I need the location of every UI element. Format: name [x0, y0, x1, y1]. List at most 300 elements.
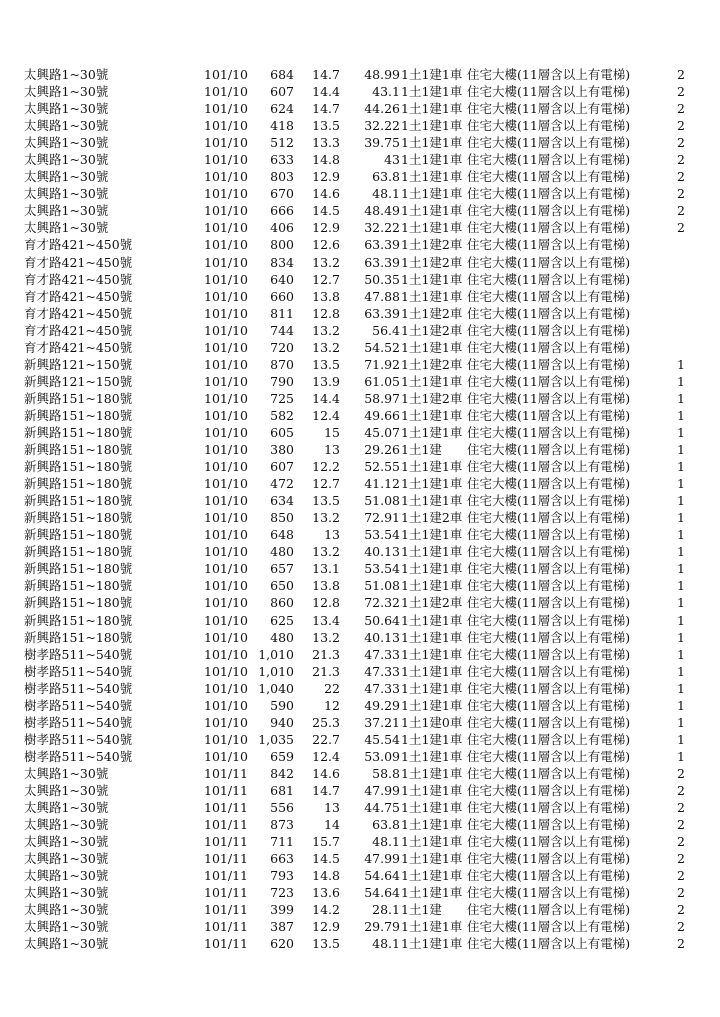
- price-cell: 650: [270, 578, 294, 594]
- road-cell: 樹孝路511~540號: [24, 714, 133, 730]
- date-cell: 101/10: [204, 629, 248, 645]
- date-cell: 101/10: [204, 237, 248, 253]
- road-cell: 新興路151~180號: [24, 595, 133, 611]
- area-cell: 45.54: [364, 731, 400, 747]
- area-cell: 58.8: [372, 765, 400, 781]
- road-cell: 樹孝路511~540號: [24, 748, 133, 764]
- floor-cell: 1: [677, 442, 685, 458]
- unit-price-cell: 13.2: [312, 339, 340, 355]
- price-cell: 744: [270, 322, 294, 338]
- price-cell: 850: [270, 510, 294, 526]
- date-cell: 101/10: [204, 152, 248, 168]
- table-row: [0, 697, 720, 714]
- unit-price-cell: 13: [324, 442, 340, 458]
- area-cell: 43: [384, 152, 400, 168]
- building-type-cell: 住宅大樓(11層含以上有電梯): [467, 169, 631, 185]
- area-cell: 48.49: [364, 203, 400, 219]
- table-row: [0, 714, 720, 731]
- area-cell: 56.4: [372, 322, 400, 338]
- table-row: [0, 458, 720, 475]
- area-cell: 53.54: [364, 527, 400, 543]
- floor-cell: 1: [677, 578, 685, 594]
- price-cell: 800: [270, 237, 294, 253]
- price-cell: 472: [270, 476, 294, 492]
- table-row: [0, 202, 720, 219]
- area-cell: 48.1: [372, 834, 400, 850]
- price-cell: 842: [270, 765, 294, 781]
- building-type-cell: 住宅大樓(11層含以上有電梯): [467, 424, 631, 440]
- building-type-cell: 住宅大樓(11層含以上有電梯): [467, 510, 631, 526]
- units-cell: 1土1建2車: [401, 237, 463, 253]
- units-cell: 1土1建1車: [401, 544, 463, 560]
- road-cell: 新興路151~180號: [24, 407, 133, 423]
- floor-cell: 1: [677, 459, 685, 475]
- area-cell: 48.1: [372, 936, 400, 952]
- price-cell: 605: [270, 424, 294, 440]
- building-type-cell: 住宅大樓(11層含以上有電梯): [467, 67, 631, 82]
- floor-cell: 1: [677, 356, 685, 372]
- units-cell: 1土1建: [401, 442, 442, 458]
- area-cell: 63.39: [364, 254, 400, 270]
- units-cell: 1土1建1車: [401, 373, 463, 389]
- building-type-cell: 住宅大樓(11層含以上有電梯): [467, 254, 631, 270]
- building-type-cell: 住宅大樓(11層含以上有電梯): [467, 442, 631, 458]
- building-type-cell: 住宅大樓(11層含以上有電梯): [467, 459, 631, 475]
- price-cell: 860: [270, 595, 294, 611]
- units-cell: 1土1建1車: [401, 561, 463, 577]
- price-cell: 811: [270, 305, 294, 321]
- road-cell: 新興路151~180號: [24, 544, 133, 560]
- area-cell: 51.08: [364, 578, 400, 594]
- area-cell: 47.99: [364, 782, 400, 798]
- building-type-cell: 住宅大樓(11層含以上有電梯): [467, 578, 631, 594]
- road-cell: 新興路121~150號: [24, 373, 133, 389]
- price-cell: 418: [270, 118, 294, 134]
- date-cell: 101/10: [204, 612, 248, 628]
- unit-price-cell: 15.7: [312, 834, 340, 850]
- date-cell: 101/10: [204, 84, 248, 100]
- area-cell: 45.07: [364, 424, 400, 440]
- units-cell: 1土1建1車: [401, 817, 463, 833]
- floor-cell: 2: [677, 919, 685, 935]
- unit-price-cell: 13.1: [312, 561, 340, 577]
- area-cell: 29.26: [364, 442, 400, 458]
- date-cell: 101/11: [204, 782, 248, 798]
- road-cell: 新興路151~180號: [24, 442, 133, 458]
- area-cell: 63.39: [364, 305, 400, 321]
- road-cell: 新興路121~150號: [24, 356, 133, 372]
- table-row: [0, 373, 720, 390]
- area-cell: 43.1: [372, 84, 400, 100]
- date-cell: 101/10: [204, 254, 248, 270]
- unit-price-cell: 12.9: [312, 919, 340, 935]
- table-row: [0, 151, 720, 168]
- price-cell: 720: [270, 339, 294, 355]
- floor-cell: 2: [677, 868, 685, 884]
- area-cell: 47.99: [364, 851, 400, 867]
- units-cell: 1土1建1車: [401, 118, 463, 134]
- area-cell: 44.26: [364, 101, 400, 117]
- unit-price-cell: 12.2: [312, 459, 340, 475]
- floor-cell: 2: [677, 834, 685, 850]
- units-cell: 1土1建1車: [401, 612, 463, 628]
- price-cell: 607: [270, 459, 294, 475]
- area-cell: 71.92: [364, 356, 400, 372]
- unit-price-cell: 13: [324, 527, 340, 543]
- floor-cell: 2: [677, 152, 685, 168]
- price-cell: 399: [270, 902, 294, 918]
- road-cell: 太興路1~30號: [24, 936, 109, 952]
- unit-price-cell: 13.5: [312, 118, 340, 134]
- road-cell: 太興路1~30號: [24, 169, 109, 185]
- table-row: [0, 918, 720, 935]
- road-cell: 新興路151~180號: [24, 612, 133, 628]
- date-cell: 101/10: [204, 561, 248, 577]
- area-cell: 32.22: [364, 118, 400, 134]
- road-cell: 太興路1~30號: [24, 834, 109, 850]
- road-cell: 太興路1~30號: [24, 868, 109, 884]
- date-cell: 101/11: [204, 868, 248, 884]
- price-cell: 873: [270, 817, 294, 833]
- road-cell: 太興路1~30號: [24, 782, 109, 798]
- units-cell: 1土1建1車: [401, 135, 463, 151]
- unit-price-cell: 12.9: [312, 220, 340, 236]
- units-cell: 1土1建1車: [401, 407, 463, 423]
- units-cell: 1土1建2車: [401, 390, 463, 406]
- building-type-cell: 住宅大樓(11層含以上有電梯): [467, 731, 631, 747]
- floor-cell: 2: [677, 851, 685, 867]
- price-cell: 1,010: [258, 663, 294, 679]
- date-cell: 101/10: [204, 578, 248, 594]
- units-cell: 1土1建1車: [401, 459, 463, 475]
- table-row: [0, 646, 720, 663]
- date-cell: 101/11: [204, 902, 248, 918]
- price-cell: 624: [270, 101, 294, 117]
- unit-price-cell: 13.2: [312, 629, 340, 645]
- table-row: [0, 884, 720, 901]
- date-cell: 101/10: [204, 305, 248, 321]
- floor-cell: 1: [677, 629, 685, 645]
- table-row: [0, 782, 720, 799]
- building-type-cell: 住宅大樓(11層含以上有電梯): [467, 851, 631, 867]
- road-cell: 太興路1~30號: [24, 919, 109, 935]
- unit-price-cell: 12.9: [312, 169, 340, 185]
- unit-price-cell: 14.8: [312, 152, 340, 168]
- floor-cell: 2: [677, 817, 685, 833]
- date-cell: 101/10: [204, 356, 248, 372]
- units-cell: 1土1建1車: [401, 101, 463, 117]
- unit-price-cell: 14.4: [312, 390, 340, 406]
- date-cell: 101/10: [204, 407, 248, 423]
- date-cell: 101/10: [204, 748, 248, 764]
- units-cell: 1土1建1車: [401, 936, 463, 952]
- building-type-cell: 住宅大樓(11層含以上有電梯): [467, 612, 631, 628]
- floor-cell: 1: [677, 407, 685, 423]
- road-cell: 太興路1~30號: [24, 186, 109, 202]
- price-cell: 660: [270, 288, 294, 304]
- price-cell: 1,010: [258, 646, 294, 662]
- road-cell: 太興路1~30號: [24, 67, 109, 82]
- building-type-cell: 住宅大樓(11層含以上有電梯): [467, 680, 631, 696]
- area-cell: 48.1: [372, 186, 400, 202]
- unit-price-cell: 13.9: [312, 373, 340, 389]
- road-cell: 新興路151~180號: [24, 459, 133, 475]
- road-cell: 樹孝路511~540號: [24, 646, 133, 662]
- unit-price-cell: 14.4: [312, 84, 340, 100]
- table-row: [0, 680, 720, 697]
- unit-price-cell: 13.5: [312, 936, 340, 952]
- area-cell: 47.33: [364, 663, 400, 679]
- price-cell: 725: [270, 390, 294, 406]
- table-row: [0, 134, 720, 151]
- table-row: [0, 117, 720, 134]
- road-cell: 太興路1~30號: [24, 800, 109, 816]
- price-cell: 834: [270, 254, 294, 270]
- table-row: [0, 441, 720, 458]
- price-cell: 1,035: [258, 731, 294, 747]
- floor-cell: 1: [677, 373, 685, 389]
- date-cell: 101/11: [204, 834, 248, 850]
- price-cell: 681: [270, 782, 294, 798]
- unit-price-cell: 13.4: [312, 612, 340, 628]
- date-cell: 101/10: [204, 731, 248, 747]
- building-type-cell: 住宅大樓(11層含以上有電梯): [467, 800, 631, 816]
- building-type-cell: 住宅大樓(11層含以上有電梯): [467, 748, 631, 764]
- area-cell: 63.8: [372, 169, 400, 185]
- area-cell: 41.12: [364, 476, 400, 492]
- date-cell: 101/10: [204, 203, 248, 219]
- floor-cell: 2: [677, 169, 685, 185]
- units-cell: 1土1建2車: [401, 322, 463, 338]
- road-cell: 樹孝路511~540號: [24, 663, 133, 679]
- date-cell: 101/10: [204, 118, 248, 134]
- table-row: [0, 543, 720, 560]
- building-type-cell: 住宅大樓(11層含以上有電梯): [467, 322, 631, 338]
- units-cell: 1土1建1車: [401, 646, 463, 662]
- table-row: [0, 526, 720, 543]
- date-cell: 101/11: [204, 817, 248, 833]
- floor-cell: 2: [677, 936, 685, 952]
- building-type-cell: 住宅大樓(11層含以上有電梯): [467, 646, 631, 662]
- area-cell: 44.75: [364, 800, 400, 816]
- units-cell: 1土1建1車: [401, 578, 463, 594]
- area-cell: 28.1: [372, 902, 400, 918]
- building-type-cell: 住宅大樓(11層含以上有電梯): [467, 271, 631, 287]
- date-cell: 101/10: [204, 339, 248, 355]
- road-cell: 太興路1~30號: [24, 101, 109, 117]
- building-type-cell: 住宅大樓(11層含以上有電梯): [467, 390, 631, 406]
- date-cell: 101/10: [204, 390, 248, 406]
- area-cell: 47.88: [364, 288, 400, 304]
- building-type-cell: 住宅大樓(11層含以上有電梯): [467, 919, 631, 935]
- area-cell: 51.08: [364, 493, 400, 509]
- price-cell: 711: [270, 834, 294, 850]
- building-type-cell: 住宅大樓(11層含以上有電梯): [467, 101, 631, 117]
- table-row: [0, 407, 720, 424]
- price-cell: 380: [270, 442, 294, 458]
- road-cell: 太興路1~30號: [24, 885, 109, 901]
- date-cell: 101/10: [204, 646, 248, 662]
- road-cell: 新興路151~180號: [24, 578, 133, 594]
- floor-cell: 1: [677, 561, 685, 577]
- building-type-cell: 住宅大樓(11層含以上有電梯): [467, 782, 631, 798]
- floor-cell: 1: [677, 493, 685, 509]
- area-cell: 61.05: [364, 373, 400, 389]
- price-cell: 803: [270, 169, 294, 185]
- units-cell: 1土1建: [401, 902, 442, 918]
- building-type-cell: 住宅大樓(11層含以上有電梯): [467, 407, 631, 423]
- date-cell: 101/10: [204, 135, 248, 151]
- road-cell: 太興路1~30號: [24, 118, 109, 134]
- building-type-cell: 住宅大樓(11層含以上有電梯): [467, 237, 631, 253]
- units-cell: 1土1建1車: [401, 748, 463, 764]
- date-cell: 101/11: [204, 919, 248, 935]
- date-cell: 101/11: [204, 765, 248, 781]
- road-cell: 育才路421~450號: [24, 339, 133, 355]
- price-cell: 406: [270, 220, 294, 236]
- units-cell: 1土1建1車: [401, 84, 463, 100]
- building-type-cell: 住宅大樓(11層含以上有電梯): [467, 203, 631, 219]
- units-cell: 1土1建1車: [401, 885, 463, 901]
- unit-price-cell: 14.7: [312, 101, 340, 117]
- road-cell: 太興路1~30號: [24, 84, 109, 100]
- units-cell: 1土1建1車: [401, 697, 463, 713]
- floor-cell: 1: [677, 663, 685, 679]
- price-cell: 387: [270, 919, 294, 935]
- table-row: [0, 867, 720, 884]
- area-cell: 63.39: [364, 237, 400, 253]
- floor-cell: 1: [677, 697, 685, 713]
- building-type-cell: 住宅大樓(11層含以上有電梯): [467, 714, 631, 730]
- floor-cell: 2: [677, 765, 685, 781]
- units-cell: 1土1建1車: [401, 782, 463, 798]
- units-cell: 1土1建1車: [401, 731, 463, 747]
- floor-cell: 2: [677, 135, 685, 151]
- date-cell: 101/10: [204, 271, 248, 287]
- building-type-cell: 住宅大樓(11層含以上有電梯): [467, 561, 631, 577]
- table-row: [0, 901, 720, 918]
- area-cell: 50.35: [364, 271, 400, 287]
- floor-cell: 1: [677, 544, 685, 560]
- price-cell: 666: [270, 203, 294, 219]
- area-cell: 54.64: [364, 868, 400, 884]
- date-cell: 101/10: [204, 527, 248, 543]
- unit-price-cell: 13.2: [312, 254, 340, 270]
- table-row: [0, 935, 720, 952]
- price-cell: 684: [270, 67, 294, 82]
- table-row: [0, 339, 720, 356]
- building-type-cell: 住宅大樓(11層含以上有電梯): [467, 220, 631, 236]
- area-cell: 52.55: [364, 459, 400, 475]
- units-cell: 1土1建1車: [401, 339, 463, 355]
- floor-cell: 2: [677, 101, 685, 117]
- units-cell: 1土1建1車: [401, 493, 463, 509]
- road-cell: 新興路151~180號: [24, 561, 133, 577]
- price-cell: 480: [270, 544, 294, 560]
- area-cell: 58.97: [364, 390, 400, 406]
- table-row: [0, 322, 720, 339]
- building-type-cell: 住宅大樓(11層含以上有電梯): [467, 476, 631, 492]
- table-row: [0, 219, 720, 236]
- unit-price-cell: 13.5: [312, 493, 340, 509]
- table-row: [0, 629, 720, 646]
- units-cell: 1土1建0車: [401, 714, 463, 730]
- unit-price-cell: 25.3: [312, 714, 340, 730]
- road-cell: 太興路1~30號: [24, 902, 109, 918]
- area-cell: 32.22: [364, 220, 400, 236]
- table-row: [0, 390, 720, 407]
- building-type-cell: 住宅大樓(11層含以上有電梯): [467, 493, 631, 509]
- road-cell: 樹孝路511~540號: [24, 697, 133, 713]
- area-cell: 54.52: [364, 339, 400, 355]
- units-cell: 1土1建1車: [401, 527, 463, 543]
- building-type-cell: 住宅大樓(11層含以上有電梯): [467, 629, 631, 645]
- unit-price-cell: 13: [324, 800, 340, 816]
- table-row: [0, 271, 720, 288]
- units-cell: 1土1建1車: [401, 67, 463, 82]
- unit-price-cell: 13.2: [312, 510, 340, 526]
- building-type-cell: 住宅大樓(11層含以上有電梯): [467, 288, 631, 304]
- date-cell: 101/10: [204, 476, 248, 492]
- road-cell: 育才路421~450號: [24, 254, 133, 270]
- date-cell: 101/10: [204, 680, 248, 696]
- floor-cell: 1: [677, 748, 685, 764]
- price-cell: 625: [270, 612, 294, 628]
- unit-price-cell: 22: [324, 680, 340, 696]
- price-cell: 1,040: [258, 680, 294, 696]
- table-row: [0, 254, 720, 271]
- area-cell: 49.66: [364, 407, 400, 423]
- road-cell: 育才路421~450號: [24, 322, 133, 338]
- price-cell: 590: [270, 697, 294, 713]
- table-row: [0, 236, 720, 253]
- units-cell: 1土1建1車: [401, 680, 463, 696]
- units-cell: 1土1建1車: [401, 629, 463, 645]
- table-row: [0, 168, 720, 185]
- date-cell: 101/10: [204, 697, 248, 713]
- building-type-cell: 住宅大樓(11層含以上有電梯): [467, 834, 631, 850]
- road-cell: 太興路1~30號: [24, 851, 109, 867]
- table-row: [0, 663, 720, 680]
- units-cell: 1土1建1車: [401, 765, 463, 781]
- table-row: [0, 850, 720, 867]
- area-cell: 72.32: [364, 595, 400, 611]
- price-cell: 556: [270, 800, 294, 816]
- area-cell: 39.75: [364, 135, 400, 151]
- floor-cell: 2: [677, 220, 685, 236]
- unit-price-cell: 12: [324, 697, 340, 713]
- unit-price-cell: 14.6: [312, 765, 340, 781]
- units-cell: 1土1建1車: [401, 868, 463, 884]
- date-cell: 101/10: [204, 510, 248, 526]
- table-row: [0, 83, 720, 100]
- building-type-cell: 住宅大樓(11層含以上有電梯): [467, 765, 631, 781]
- road-cell: 育才路421~450號: [24, 288, 133, 304]
- road-cell: 新興路151~180號: [24, 629, 133, 645]
- date-cell: 101/10: [204, 493, 248, 509]
- road-cell: 新興路151~180號: [24, 493, 133, 509]
- price-cell: 657: [270, 561, 294, 577]
- floor-cell: 1: [677, 595, 685, 611]
- area-cell: 40.13: [364, 629, 400, 645]
- table-row: [0, 612, 720, 629]
- date-cell: 101/10: [204, 186, 248, 202]
- price-cell: 582: [270, 407, 294, 423]
- area-cell: 53.09: [364, 748, 400, 764]
- building-type-cell: 住宅大樓(11層含以上有電梯): [467, 868, 631, 884]
- road-cell: 育才路421~450號: [24, 237, 133, 253]
- floor-cell: 2: [677, 84, 685, 100]
